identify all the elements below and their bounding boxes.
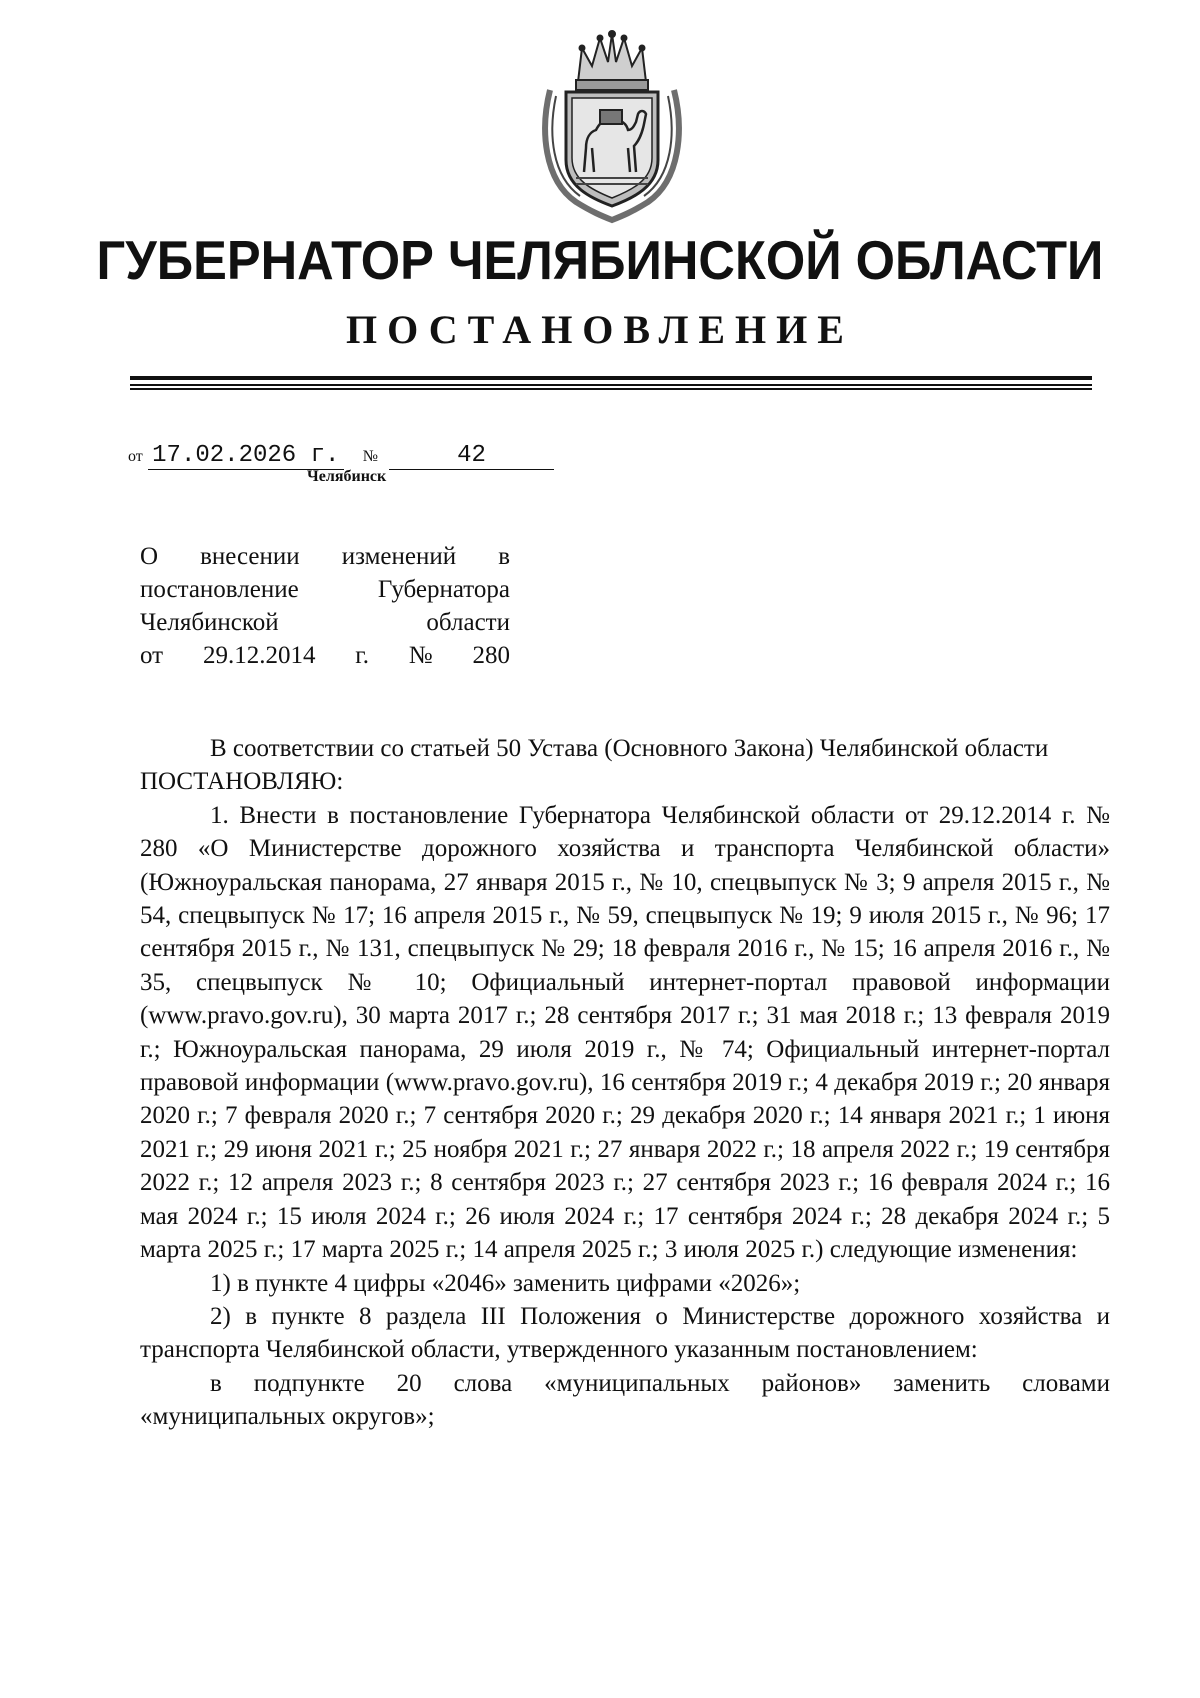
subject-word: от [140, 642, 164, 669]
preamble: В соответствии со статьей 50 Устава (Основного Закона) Челябинской области [210, 735, 1049, 762]
document-subject [140, 540, 510, 672]
subject-line [140, 540, 510, 573]
subject-word: постановление [140, 576, 299, 603]
item-2: 2) в пункте 8 раздела III Положения о Министерстве дорожного хозяйства и транспорта Челябинской области, утвержденного указанным постановлением: [140, 1302, 1110, 1364]
subject-word: Челябинской [140, 609, 279, 636]
subject-word: внесении [200, 543, 300, 570]
divider-thin [130, 384, 1092, 386]
paragraph-1: 1. Внести в постановление Губернатора Челябинской области от 29.12.2014 г. № 280 «О Министерстве дорожного хозяйства и транспорта Челябинской области» (Южноуральская панорама, 27 января 2015 г., № 10, спецвыпуск № 3; 9 апреля 2015 г., № 54, спецвыпуск № 17; 16 апреля 2015 г., № 59, спецвыпуск № 19; 9 июля 2015 г., № 96; 17 сентября 2015 г., № 131, спецвыпуск № 29; 18 февраля 2016 г., № 15; 16 апреля 2016 г., № 35, спецвыпуск № 10; Официальный интернет-портал правовой информации (www.pravo.gov.ru), 30 марта 2017 г.; 28 сентября 2017 г.; 31 мая 2018 г.; 13 февраля 2019 г.; Южноуральская панорама, 29 июля 2019 г., № 74; Официальный интернет-портал правовой информации (www.pravo.gov.ru), 16 сентября 2019 г.; 4 декабря 2019 г.; 20 января 2020 г.; 7 февраля 2020 г.; 7 сентября 2020 г.; 29 декабря 2020 г.; 14 января 2021 г.; 1 июня 2021 г.; 29 июня 2021 г.; 25 ноября 2021 г.; 27 января 2022 г.; 18 апреля 2022 г.; 19 сентября 2022 г.; 12 апреля 2023 г.; 8 сентября 2023 г.; 27 сентября 2023 г.; 16 февраля 2024 г.; 16 мая 2024 г.; 15 июля 2024 г.; 26 июля 2024 г.; 17 сентября 2024 г.; 28 декабря 2024 г.; 5 марта 2025 г.; 17 марта 2025 г.; 14 апреля 2025 г.; 3 июля 2025 г.) следующие изменения: [140, 801, 1110, 1264]
document-type: ПОСТАНОВЛЕНИЕ [346, 307, 854, 352]
divider-thin-2 [130, 388, 1092, 390]
subject-word: № [408, 642, 433, 669]
item-2-sub: в подпункте 20 слова «муниципальных районов» заменить словами «муниципальных округов»; [140, 1369, 1110, 1431]
page-title: ГУБЕРНАТОР ЧЕЛЯБИНСКОЙ ОБЛАСТИ [96, 229, 1104, 291]
subject-word: области [426, 609, 510, 636]
number-sign: № [362, 448, 379, 465]
subject-word: изменений [341, 543, 457, 570]
subject-word: 29.12.2014 [202, 642, 316, 669]
document-body [140, 732, 1110, 1434]
subject-word: 280 [472, 642, 510, 669]
subject-word: О [140, 543, 159, 570]
subject-word: в [498, 543, 510, 570]
document-number: 42 [389, 442, 554, 470]
subject-line [140, 639, 510, 672]
chelyabinsk-coat-of-arms-icon [536, 30, 688, 226]
subject-line [140, 573, 510, 606]
date-prefix: от [128, 448, 143, 465]
subject-word: г. [355, 642, 369, 669]
subject-word: Губернатора [377, 576, 510, 603]
divider-thick [130, 376, 1092, 380]
item-1: 1) в пункте 4 цифры «2046» заменить цифрами «2026»; [210, 1269, 801, 1297]
issue-city: Челябинск [307, 468, 387, 485]
decree-word: ПОСТАНОВЛЯЮ: [140, 768, 344, 796]
dateline [128, 442, 554, 470]
document-date: 17.02.2026 г. [148, 442, 344, 470]
subject-line [140, 606, 510, 639]
